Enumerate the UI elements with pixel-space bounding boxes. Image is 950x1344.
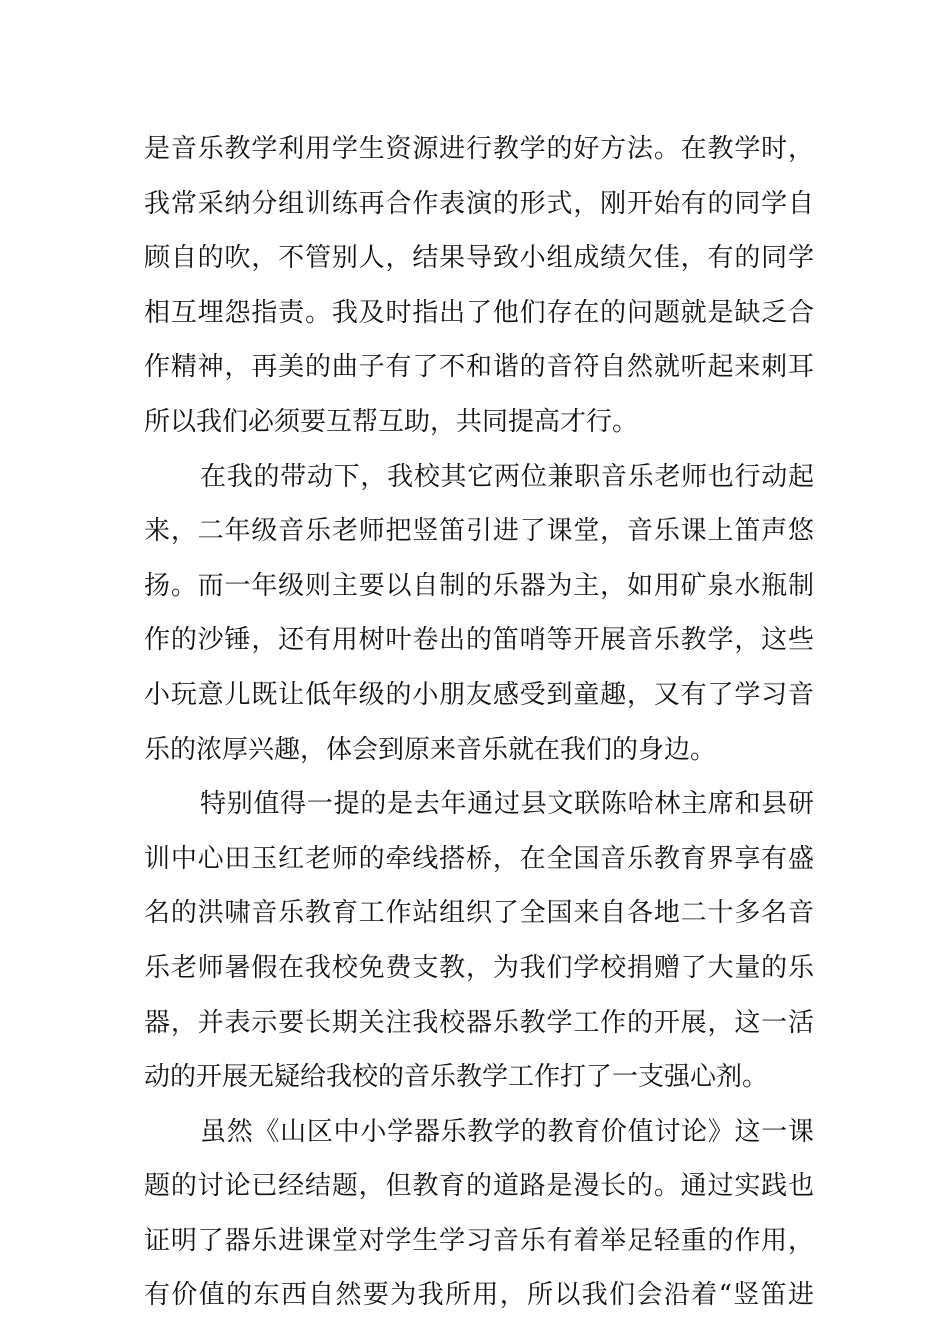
text-line: 作的沙锤，还有用树叶卷出的笛哨等开展音乐教学，这些	[144, 625, 814, 656]
text-line: 乐的浓厚兴趣，体会到原来音乐就在我们的身边。	[144, 734, 717, 765]
text-line: 相互埋怨指责。我及时指出了他们存在的问题就是缺乏合	[144, 297, 814, 328]
text-line: 小玩意儿既让低年级的小朋友感受到童趣，又有了学习音	[144, 679, 814, 710]
text-line: 来，二年级音乐老师把竖笛引进了课堂，音乐课上笛声悠	[144, 516, 814, 547]
text-line: 作精神，再美的曲子有了不和谐的音符自然就听起来刺耳	[144, 352, 814, 383]
paragraph-first-line: 在我的带动下，我校其它两位兼职音乐老师也行动起	[200, 461, 814, 492]
text-line: 训中心田玉红老师的牵线搭桥，在全国音乐教育界享有盛	[144, 843, 814, 874]
body-text	[144, 122, 814, 1323]
paragraph-first-line: 特别值得一提的是去年通过县文联陈哈林主席和县研	[200, 789, 814, 820]
text-line: 所以我们必须要互帮互助，共同提高才行。	[144, 406, 639, 437]
text-line: 我常采纳分组训练再合作表演的形式，刚开始有的同学自	[144, 188, 814, 219]
text-line: 乐老师暑假在我校免费支教，为我们学校捐赠了大量的乐	[144, 952, 814, 983]
text-line: 扬。而一年级则主要以自制的乐器为主，如用矿泉水瓶制	[144, 570, 814, 601]
text-line: 器，并表示要长期关注我校器乐教学工作的开展，这一活	[144, 1007, 814, 1038]
text-line: 动的开展无疑给我校的音乐教学工作打了一支强心剂。	[144, 1062, 769, 1093]
text-line: 是音乐教学利用学生资源进行教学的好方法。在教学时，	[144, 134, 814, 164]
text-line: 顾自的吹，不管别人，结果导致小组成绩欠佳，有的同学	[144, 243, 814, 274]
text-line: 有价值的东西自然要为我所用，所以我们会沿着“竖笛进	[144, 1280, 814, 1311]
text-line: 名的洪啸音乐教育工作站组织了全国来自各地二十多名音	[144, 898, 814, 929]
paragraph-first-line: 虽然《山区中小学器乐教学的教育价值讨论》这一课	[200, 1116, 814, 1147]
text-line: 题的讨论已经结题，但教育的道路是漫长的。通过实践也	[144, 1171, 814, 1202]
text-line: 证明了器乐进课堂对学生学习音乐有着举足轻重的作用，	[144, 1225, 814, 1256]
